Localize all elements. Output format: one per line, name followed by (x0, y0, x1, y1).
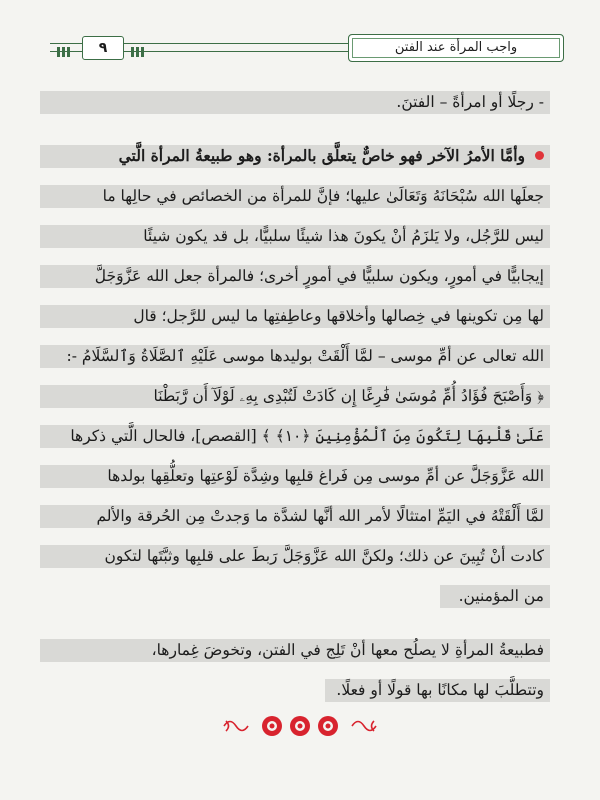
text-line: كادت أنْ تُبِينَ عن ذلك؛ ولكنَّ الله عَزَّوَجَلَّ رَبطَ على قلبِها وثبَّتَها لتكون (40, 536, 550, 576)
header-left-bars (56, 42, 71, 52)
quran-verse-line: ﴿ وَأَصْبَحَ فُؤَادُ أُمِّ مُوسَىٰ فَٰرِغًا إِن كَادَتْ لَتُبْدِى بِهِۦ لَوْلَآ أَن رَّبَطْنَا (40, 376, 550, 416)
red-dot-icon (535, 151, 544, 160)
text-line: من المؤمنين. (40, 576, 550, 616)
running-title: واجب المرأة عند الفتن (348, 34, 564, 62)
text-line: - رجلًا أو امرأةً – الفتنَ. (40, 82, 550, 122)
header-mid-bars (130, 42, 145, 52)
floral-divider-icon (220, 713, 380, 739)
text-line: الله تعالى عن أمِّ موسى – لمَّا أَلْقَتْ بوليدها موسى عَلَيْهِ ٱلصَّلَاةُ وَٱلسَّلَامُ -: (40, 336, 550, 376)
text-line: الله عَزَّوَجَلَّ عن أمِّ موسى مِن فَراغ قلبِها وشِدَّة لَوْعتِها وتعلُّقِها بولدها (40, 456, 550, 496)
text-line: لمَّا أَلْقَتْهُ في اليَمِّ امتثالًا لأمر الله أنَّها لشدَّة ما وَجدتْ مِن الحُرقة والألم (40, 496, 550, 536)
text-line: جعلَها الله سُبْحَانَهُ وَتَعَالَىٰ عليها؛ فإنَّ للمرأة من الخصائص في حالِها ما (40, 176, 550, 216)
text-line: وأمَّا الأمرُ الآخر فهو خاصٌّ يتعلَّق بالمرأة: وهو طبيعةُ المرأة الَّتي (40, 136, 550, 176)
page-number: ٩ (82, 36, 124, 60)
quran-verse-line: عَلَىٰ قَلْبِهَا لِتَكُونَ مِنَ ٱلْمُؤْمِنِينَ ﴿١٠﴾ ﴾ [القصص]، فالحال الَّتي ذكرها (40, 416, 550, 456)
text-line: ليس للرَّجُل، ولا يَلزَمُ أنْ يكونَ هذا شيئًا سلبيًّا، بل قد يكون شيئًا (40, 216, 550, 256)
text-line: لها مِن تكوينها في خِصالها وأخلاقها وعاطِفتِها ما ليس للرَّجل؛ قال (40, 296, 550, 336)
page-header (0, 0, 600, 70)
text-line: وتتطلَّبَ لها مكانًا بها قولًا أو فعلًا. (40, 670, 550, 710)
text-line: إيجابيًّا في أمورٍ، ويكون سلبيًّا في أمورٍ أخرى؛ فالمرأة جعل الله عَزَّوَجَلَّ (40, 256, 550, 296)
page-body (40, 82, 550, 710)
text-line: فطبيعةُ المرأةِ لا يصلُح معها أنْ تَلِج في الفتن، وتخوضَ غِمارها، (40, 630, 550, 670)
